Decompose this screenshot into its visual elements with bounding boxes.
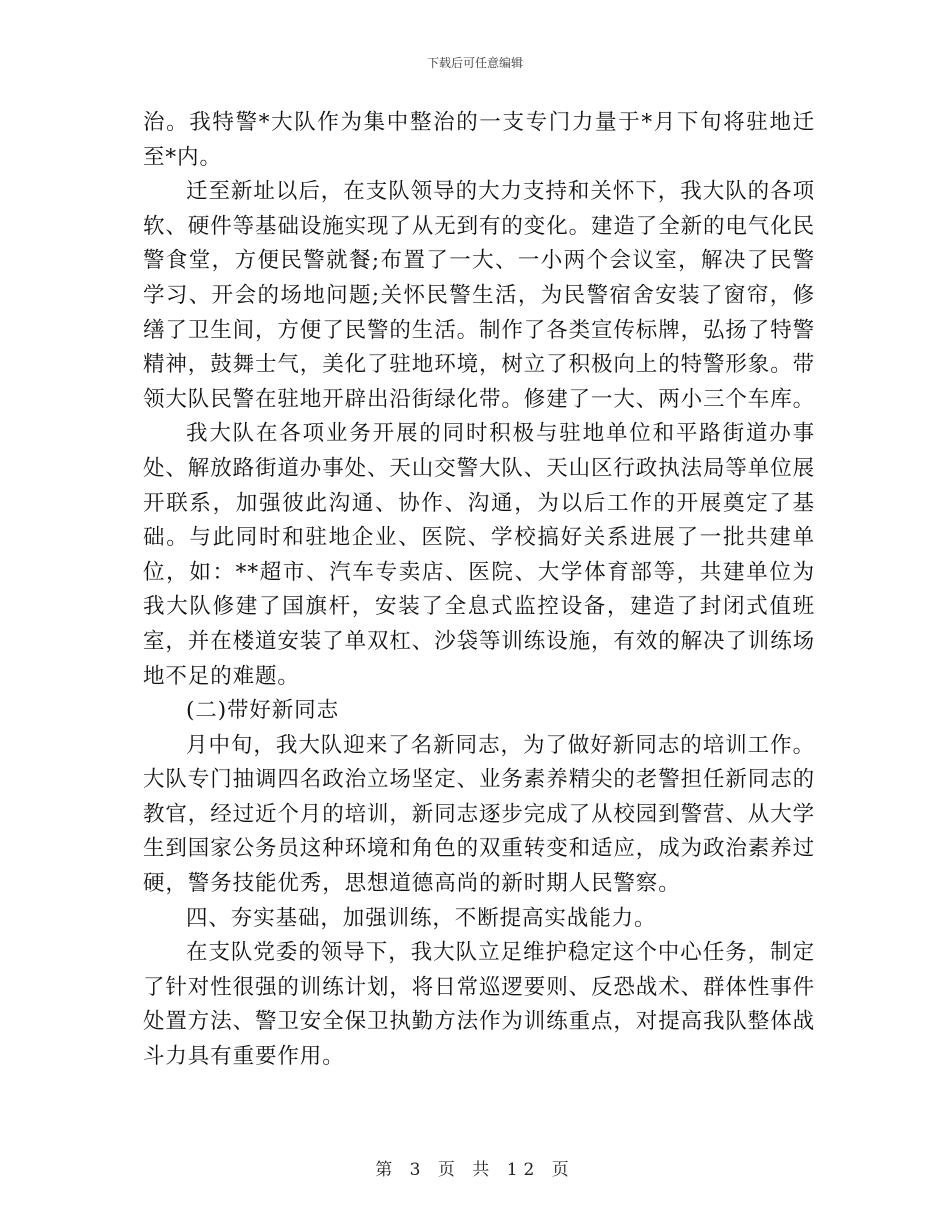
paragraph-new-colleagues: 月中旬，我大队迎来了名新同志，为了做好新同志的培训工作。大队专门抽调四名政治立场坚定、业务素养精尖的老警担任新同志的教官，经过近个月的培训，新同志逐步完成了从校园到警营、从大学生到国家公务员这种环境和角色的双重转变和适应，成为政治素养过硬，警务技能优秀，思想道德高尚的新时期人民警察。 [143,732,816,897]
paragraph-training: 在支队党委的领导下，我大队立足维护稳定这个中心任务，制定了针对性很强的训练计划，将日常巡逻要则、反恐战术、群体性事件处置方法、警卫安全保卫执勤方法作为训练重点，对提高我队整体战斗力具有重要作用。 [143,940,816,1070]
document-body [143,106,815,1075]
section-heading-training: 四、夯实基础，加强训练，不断提高实战能力。 [186,905,657,931]
page-header: 下载后可任意编辑 [426,56,523,70]
paragraph-continuation: 治。我特警*大队作为集中整治的一支专门力量于*月下旬将驻地迁至*内。 [143,110,815,170]
paragraph-relocation: 迁至新址以后，在支队领导的大力支持和关怀下，我大队的各项软、硬件等基础设施实现了从无到有的变化。建造了全新的电气化民警食堂，方便民警就餐;布置了一大、一小两个会议室，解决了民警学习、开会的场地问题;关怀民警生活，为民警宿舍安装了窗帘，修缮了卫生间，方便了民警的生活。制作了各类宣传标牌，弘扬了特警精神，鼓舞士气，美化了驻地环境，树立了积极向上的特警形象。带领大队民警在驻地开辟出沿街绿化带。修建了一大、两小三个车库。 [143,179,816,412]
section-heading-new-colleagues: (二)带好新同志 [186,698,339,724]
page-footer: 第 3 页 共 12 页 [375,1160,575,1180]
paragraph-liaison: 我大队在各项业务开展的同时积极与驻地单位和平路街道办事处、解放路街道办事处、天山交警大队、天山区行政执法局等单位展开联系，加强彼此沟通、协作、沟通，为以后工作的开展奠定了基础。与此同时和驻地企业、医院、学校搞好关系进展了一批共建单位，如：**超市、汽车专卖店、医院、大学体育部等，共建单位为我大队修建了国旗杆，安装了全息式监控设备，建造了封闭式值班室，并在楼道安装了单双杠、沙袋等训练设施，有效的解决了训练场地不足的难题。 [143,421,816,689]
